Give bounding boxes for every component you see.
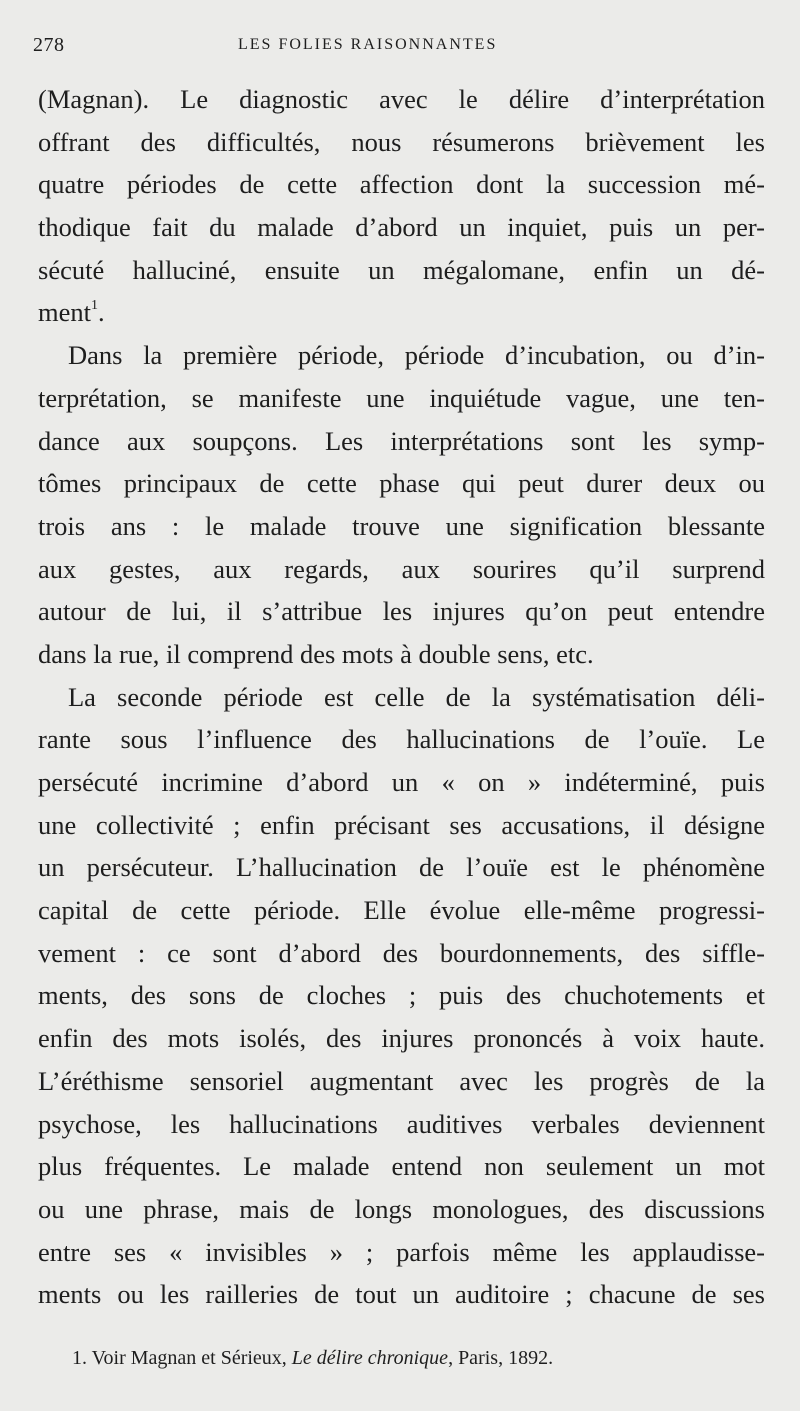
- paragraph-2: [38, 334, 765, 676]
- text-line: L’éréthisme sensoriel augmentant avec les progrès de la: [38, 1065, 765, 1096]
- body-text: [38, 78, 765, 1316]
- text-line: une collectivité ; enfin précisant ses accusations, il désigne: [38, 809, 765, 840]
- text-line: autour de lui, il s’attribue les injures qu’on peut entendre: [38, 596, 765, 627]
- text-line: La seconde période est celle de la systématisation déli-: [68, 681, 765, 712]
- text-line: dans la rue, il comprend des mots à double sens, etc.: [38, 638, 594, 669]
- text-line: capital de cette période. Elle évolue elle-même progressi-: [38, 895, 765, 926]
- paragraph-3: [38, 676, 765, 1316]
- paragraph-1: [38, 78, 765, 334]
- text-line: entre ses « invisibles » ; parfois même les applaudisse-: [38, 1236, 765, 1267]
- footnote-title: Le délire chronique: [291, 1347, 449, 1369]
- footnote-marker: 1.: [72, 1347, 87, 1369]
- text-line: (Magnan). Le diagnostic avec le délire d’interprétation: [38, 84, 765, 114]
- text-line: sécuté halluciné, ensuite un mégalomane, enfin un dé-: [38, 254, 765, 285]
- text-line: persécuté incrimine d’abord un « on » indéterminé, puis: [38, 767, 765, 797]
- text-line: ments, des sons de cloches ; puis des chuchotements et: [38, 980, 765, 1011]
- footnote: [72, 1347, 553, 1370]
- page-header: [33, 34, 763, 64]
- text-line: ou une phrase, mais de longs monologues, des discussions: [38, 1193, 765, 1224]
- footnote-text-end: , Paris, 1892.: [448, 1347, 554, 1369]
- footnote-reference: 1: [91, 298, 98, 314]
- text-line: Dans la première période, période d’incubation, ou d’in-: [68, 340, 765, 371]
- text-line: un persécuteur. L’hallucination de l’ouïe est le phénomène: [38, 852, 765, 883]
- text-line: offrant des difficultés, nous résumerons brièvement les: [38, 126, 765, 157]
- text-line: plus fréquentes. Le malade entend non seulement un mot: [38, 1151, 765, 1182]
- page-number: 278: [33, 34, 65, 56]
- text-line: vement : ce sont d’abord des bourdonnements, des siffle-: [38, 937, 765, 968]
- text-line: aux gestes, aux regards, aux sourires qu’il surprend: [38, 553, 765, 584]
- text-line: dance aux soupçons. Les interprétations sont les symp-: [38, 425, 765, 456]
- text-line: rante sous l’influence des hallucinations de l’ouïe. Le: [38, 724, 765, 755]
- text-line: terprétation, se manifeste une inquiétude vague, une ten-: [38, 382, 765, 413]
- text-line: tômes principaux de cette phase qui peut durer deux ou: [38, 468, 765, 499]
- text-line: thodique fait du malade d’abord un inquiet, puis un per-: [38, 212, 765, 243]
- text-line: trois ans : le malade trouve une signification blessante: [38, 510, 765, 541]
- running-title: LES FOLIES RAISONNANTES: [238, 36, 498, 53]
- text-fragment: ment: [38, 297, 91, 328]
- text-line: quatre périodes de cette affection dont la succession mé-: [38, 169, 765, 200]
- footnote-text: Voir Magnan et Sérieux,: [91, 1347, 287, 1369]
- text-line: ments ou les railleries de tout un auditoire ; chacune de ses: [38, 1279, 765, 1310]
- text-line: psychose, les hallucinations auditives verbales deviennent: [38, 1108, 765, 1139]
- text-fragment: .: [98, 297, 105, 328]
- text-line: [38, 291, 765, 334]
- text-line: enfin des mots isolés, des injures prononcés à voix haute.: [38, 1023, 765, 1054]
